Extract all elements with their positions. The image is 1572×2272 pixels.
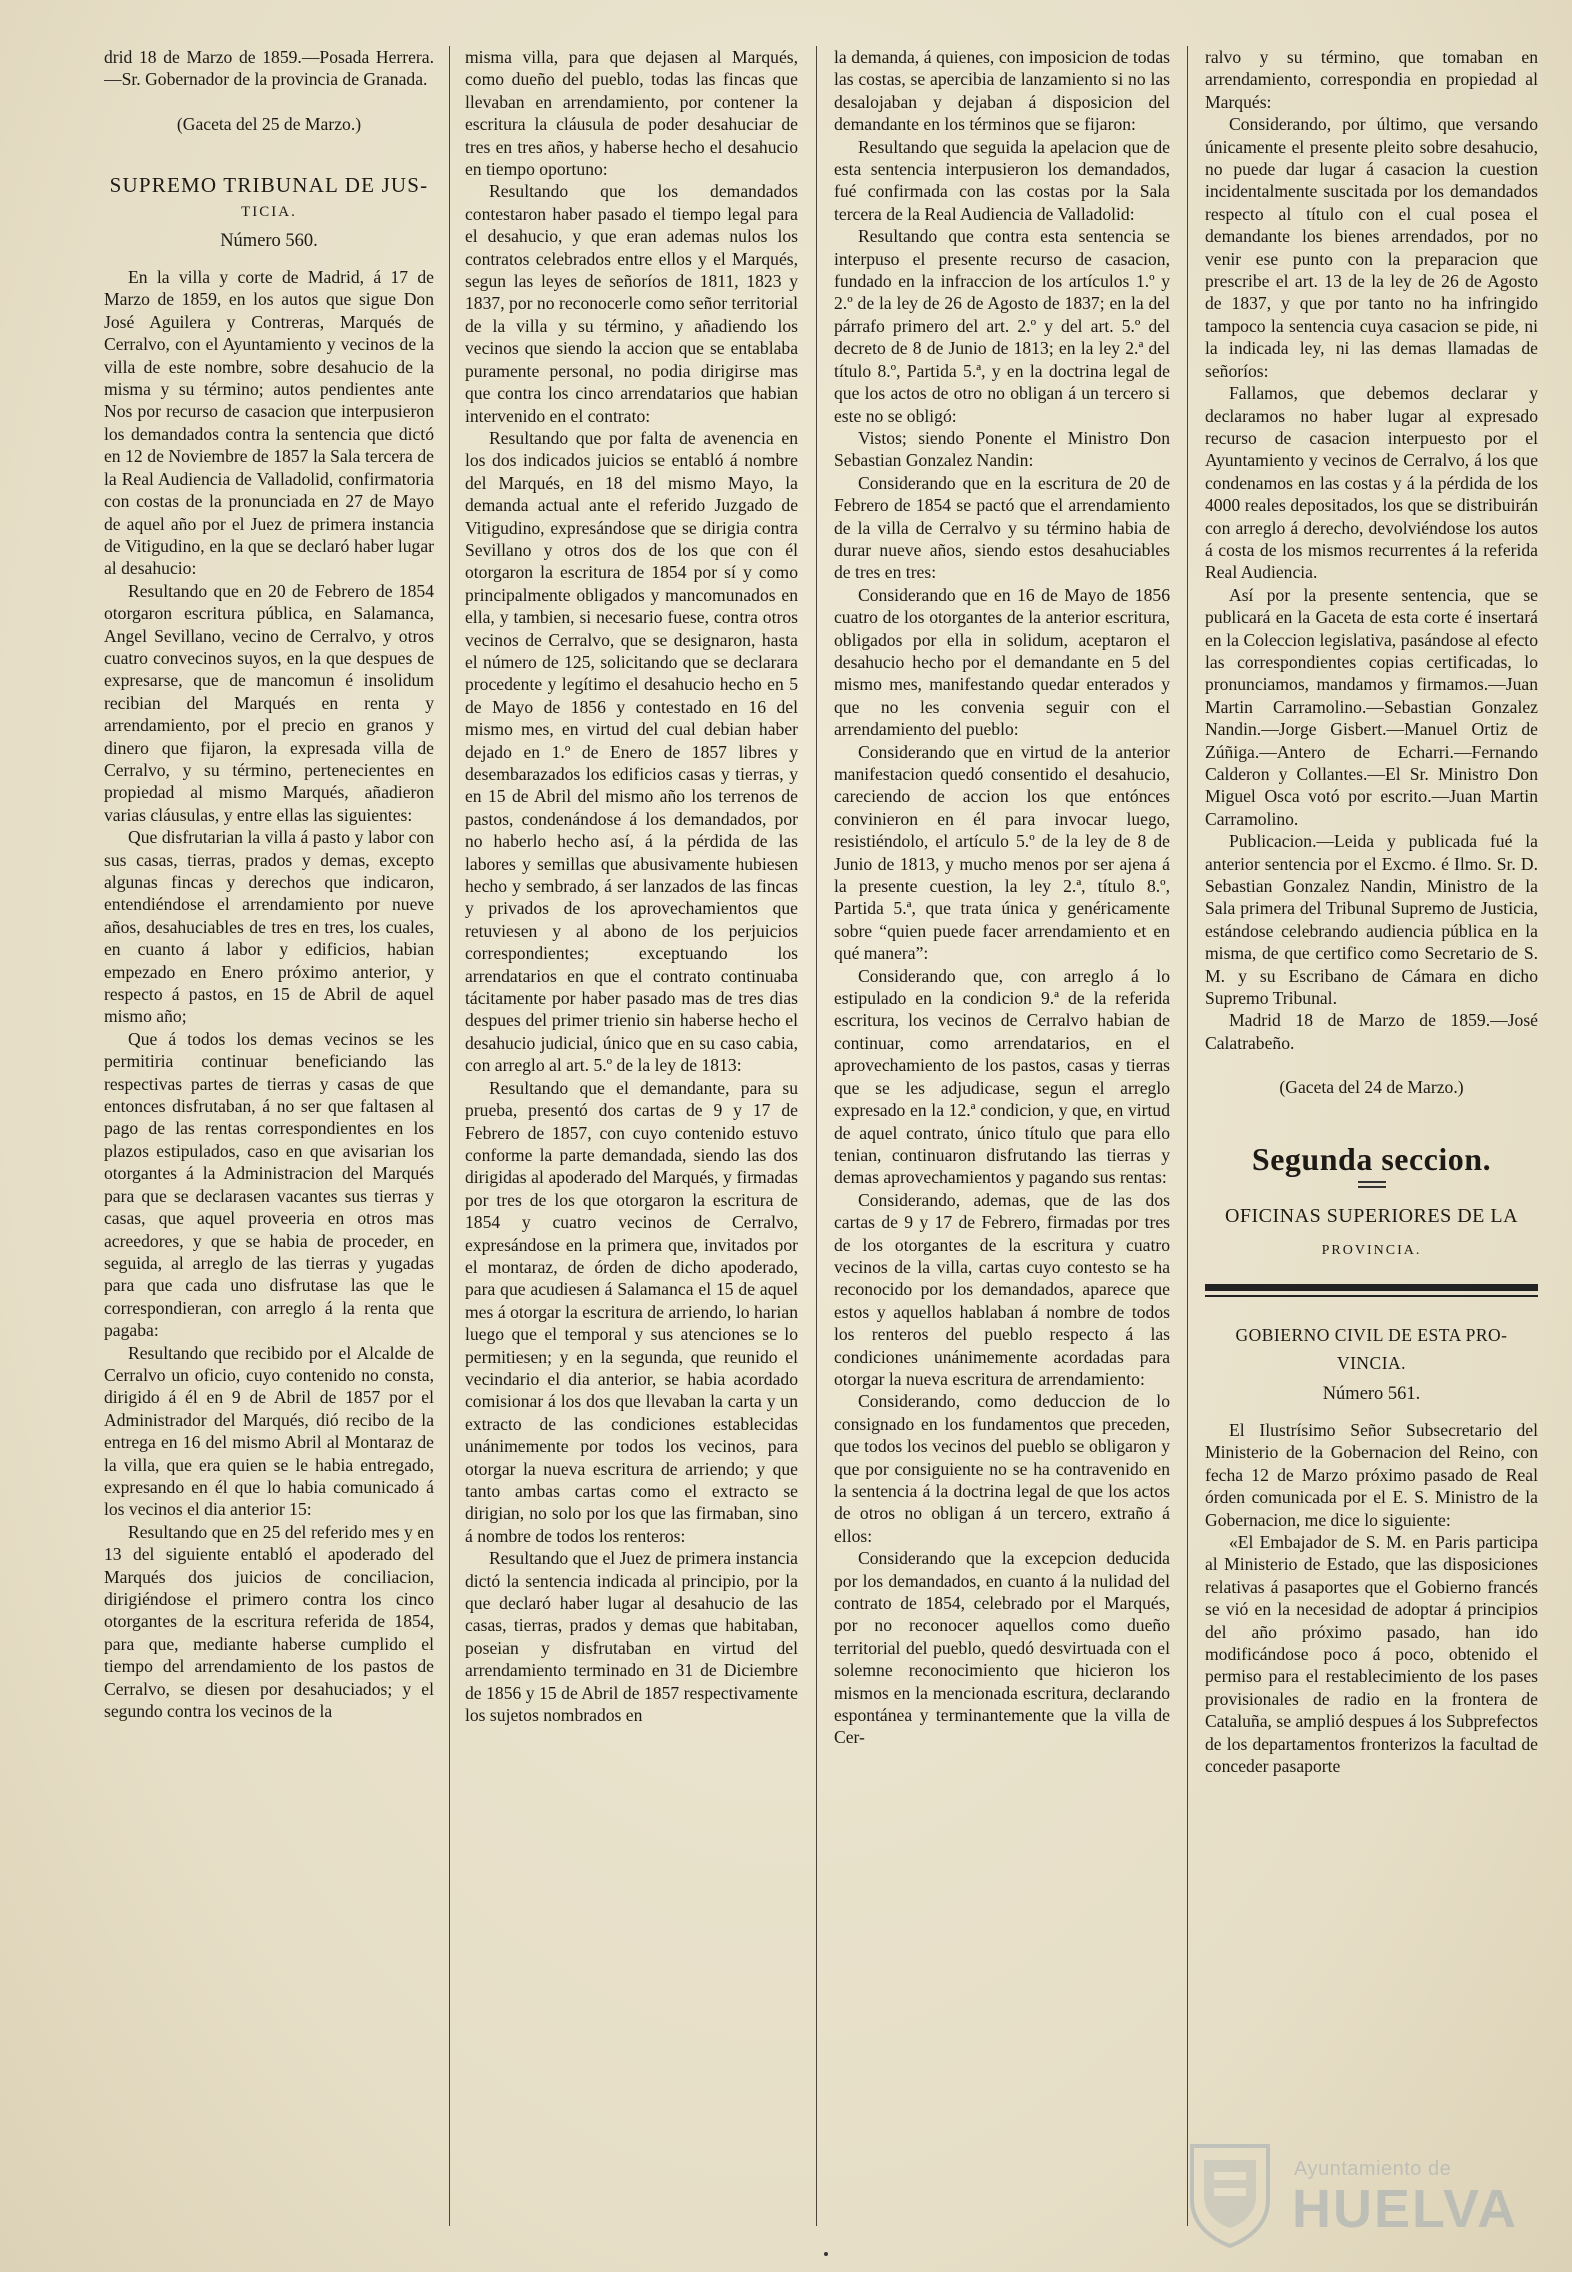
column-3: [834, 46, 1170, 2236]
paragraph: Madrid 18 de Marzo de 1859.—José Calatrabeño.: [1205, 1010, 1538, 1053]
column-divider: [816, 46, 817, 2226]
column-divider: [1187, 46, 1188, 2226]
paragraph: drid 18 de Marzo de 1859.—Posada Herrera.—Sr. Gobernador de la provincia de Granada.: [104, 47, 434, 90]
column-4: [1205, 46, 1538, 2236]
paragraph: Publicacion.—Leida y publicada fué la anterior sentencia por el Excmo. é Ilmo. Sr. D. Sebastian Gonzalez Nandin, Ministro de la Sala primera del Tribunal Supremo de Justicia, estándose celebrando audiencia pública en la misma, de que certifico como Secretario de S. M. y su Escribano de Cámara en dicho Supremo Tribunal.: [1205, 831, 1538, 1009]
paragraph: ralvo y su término, que tomaban en arrendamiento, correspondia en propiedad al Marqués:: [1205, 47, 1538, 112]
paragraph: Considerando, por último, que versando únicamente el presente pleito sobre desahucio, no puede dar lugar á casacion la cuestion incidentalmente suscitada por los demandados respecto al título con el cual posea el demandante los bienes arrendados, por no venir ese punto con la preparacion que prescribe el art. 13 de la ley de 26 de Agosto de 1837, y que por tanto no ha infringido tampoco la sentencia cuya casacion se pide, ni la indicada ley, ni las demas llamadas de señoríos:: [1205, 114, 1538, 381]
separator-bar: [1205, 1284, 1538, 1291]
paragraph: Que á todos los demas vecinos se les permitiria continuar beneficiando las respectivas partes de tierras y casas de que entonces disfrutaban, á no ser que faltasen al pago de las rentas correspondientes en los plazos estipulados, caso en que avisarian los otorgantes á la Administracion del Marqués para que se declarasen vacantes sus tierras y casas, que aquel proveeria en otros mas acreedores, y que se habia de proceder, en seguida, al arreglo de las tierras y yugadas para que cada uno disfrutase las que le correspondieran, con arreglo á la renta que pagaba:: [104, 1028, 434, 1341]
paragraph: «El Embajador de S. M. en Paris participa al Ministerio de Estado, que las disposiciones relativas á pasaportes que el Gobierno francés se vió en la necesidad de adoptar á principios del año próximo pasado, han ido modificándose poco á poco, obtenido el permiso para el restablecimiento de los pases provisionales de radio en la frontera de Cataluña, se amplió despues á los Subprefectos de los departamentos fronterizos la facultad de conceder pasaporte: [1205, 1532, 1538, 1777]
column-divider: [449, 46, 450, 2226]
item-number: Número 560.: [220, 230, 318, 251]
paragraph: misma villa, para que dejasen al Marqués, como dueño del pueblo, todas las fincas que llevaban en arrendamiento, por contener la escritura la cláusula de poder desahuciar de tres en tres años, y haberse hecho el desahucio en tiempo oportuno:: [465, 47, 798, 180]
paragraph: El Ilustrísimo Señor Subsecretario del Ministerio de la Gobernacion del Reino, con fecha 12 de Marzo próximo pasado de Real órden comunicada por el E. S. Ministro de la Gobernacion, me dice lo siguiente:: [1205, 1420, 1538, 1530]
paragraph: En la villa y corte de Madrid, á 17 de Marzo de 1859, en los autos que sigue Don José Aguilera y Contreras, Marqués de Cerralvo, con el Ayuntamiento y vecinos de la villa de este nombre, sobre desahucio de la misma y su término; autos pendientes ante Nos por recurso de casacion que interpusieron los demandados contra la sentencia que dictó en 12 de Noviembre de 1857 la Sala tercera de la Real Audiencia de Valladolid, confirmatoria con costas de la pronunciada en 27 de Mayo de aquel año por el Juez de primera instancia de Vitigudino, en la que se declaró haber lugar al desahucio:: [104, 267, 434, 579]
paragraph: Resultando que el demandante, para su prueba, presentó dos cartas de 9 y 17 de Febrero de 1857, con cuyo contenido estuvo conforme la parte demandada, siendo las dos dirigidas al apoderado del Marqués, y firmadas por tres de los que otorgaron la escritura de 1854 y cuatro vecinos de Cerralvo, expresándose en la primera que, invitados por el montaraz, de órden de dicho apoderado, para que acudiesen á Salamanca el 15 de aquel mes á otorgar la escritura de arriendo, lo harian luego que el temporal y sus atenciones se lo permitiesen; y en la segunda, que reunido el vecindario el dia anterior, se habia acordado comisionar á los dos que llevaban la carta y un extracto de las condiciones establecidas unánimemente por todos los vecinos, para otorgar la nueva escritura de arriendo; y que tanto ambas cartas como el extracto se dirigian, no solo por los que las firmaban, sino á nombre de todos los renteros:: [465, 1077, 798, 1546]
archive-watermark: [1174, 2118, 1518, 2258]
paragraph: Considerando que, con arreglo á lo estipulado en la condicion 9.ª de la referida escritura, los vecinos de Cerralvo habian de continuar, como arrendatarios, en el aprovechamiento de los pastos, casas y tierras que se les adjudicase, segun el arreglo expresado en la 12.ª condicion, y que, en virtud de aquel contrato, único título que para ello tenian, continuaron disfrutando las tierras y demas aprovechamientos y pagando sus rentas:: [834, 965, 1170, 1188]
paragraph: Resultando que los demandados contestaron haber pasado el tiempo legal para el desahucio, y que eran ademas nulos los contratos celebrados entre ellos y el Marqués, segun las leyes de señoríos de 1811, 1823 y 1837, por no reconocerle como señor territorial de la villa y su término, y añadiendo los vecinos que siendo la accion que se entablaba puramente personal, no podia dirigirse mas que contra los cinco arrendatarios que habian intervenido en el contrato:: [465, 181, 798, 426]
government-heading-cont: VINCIA.: [1336, 1352, 1407, 1373]
paragraph: Fallamos, que debemos declarar y declaramos no haber lugar al expresado recurso de casacion interpuesto por el Ayuntamiento y vecinos de Cerralvo, á los que condenamos en las costas y á la pérdida de los 4000 reales depositados, los que se distribuirán con arreglo á derecho, devolviéndose los autos á costa de los mismos recurrentes á la referida Real Audiencia.: [1205, 383, 1538, 583]
double-rule: [1358, 1181, 1386, 1188]
paragraph: Considerando que en virtud de la anterior manifestacion quedó consentido el desahucio, careciendo de accion los que entónces convinieron en él para invocar luego, resistiéndolo, el artículo 5.º de la ley de 8 de Junio de 1813, y mucho menos por ser ajena á la presente cuestion, la ley 2.ª, título 8.º, Partida 5.ª, que trata única y genéricamente sobre “quien puede facer arrendamiento et en qué manera”:: [834, 741, 1170, 964]
watermark-line1: Ayuntamiento de: [1294, 2158, 1452, 2180]
paragraph: Que disfrutarian la villa á pasto y labor con sus casas, tierras, prados y demas, excepto algunas fincas y derechos que indicaron, entendiéndose el arrendamiento por nueve años, desahuciables de tres en tres, los cuales, en cuanto á labor y edificios, habian empezado en Enero próximo anterior, y respecto á pastos, en 15 de Abril de aquel mismo año;: [104, 827, 434, 1027]
section-heading-cont: TICIA.: [241, 204, 297, 221]
paragraph: Considerando, como deduccion de lo consignado en los fundamentos que preceden, que todos los vecinos del pueblo se obligaron y que por consiguiente no se ha contravenido en la sentencia á la doctrina legal de que los actos de otros no obligan á un tercero, extraño á ellos:: [834, 1391, 1170, 1546]
section-heading: SUPREMO TRIBUNAL DE JUS-: [109, 173, 429, 198]
section-title: Segunda seccion.: [1251, 1140, 1492, 1177]
paragraph: Resultando que en 25 del referido mes y en 13 del siguiente entabló el apoderado del Marqués dos juicios de conciliacion, dirigiéndose el primero contra los cinco otorgantes de la escritura referida de 1854, para que, mediante haberse cumplido el tiempo del arrendamiento de los pastos de Cerralvo, se diesen por desahuciados; y el segundo contra los vecinos de la: [104, 1521, 434, 1722]
column-1: [104, 46, 434, 2236]
paragraph: Resultando que contra esta sentencia se interpuso el presente recurso de casacion, fundado en la infraccion de los artículos 1.º y 2.º de la ley de 26 de Agosto de 1837; en la del párrafo primero del art. 2.º y del art. 5.º del decreto de 8 de Junio de 1813; en la ley 2.ª del título 8.º, Partida 5.ª, y en la doctrina legal de que los actos de otro no obligan á un tercero si este no se obligó:: [834, 226, 1170, 426]
item-number: Número 561.: [1322, 1383, 1421, 1404]
paragraph: Resultando que seguida la apelacion que de esta sentencia interpusieron los demandados, fué confirmada con las costas por la Sala tercera de la Real Audiencia de Valladolid:: [834, 136, 1170, 224]
watermark-line2: HUELVA: [1292, 2179, 1518, 2239]
paragraph: Considerando que en 16 de Mayo de 1856 cuatro de los otorgantes de la anterior escritura, obligados por ella in solidum, aceptaron el desahucio hecho por el demandante en 5 del mismo mes, manifestando quedar enterados y que no les convenia seguir con el arrendamiento del pueblo:: [834, 584, 1170, 740]
coat-of-arms-icon: [1184, 2138, 1276, 2250]
gazette-citation: (Gaceta del 24 de Marzo.): [1279, 1077, 1464, 1098]
gazette-citation: (Gaceta del 25 de Marzo.): [176, 113, 362, 134]
offices-heading: OFICINAS SUPERIORES DE LA: [1224, 1204, 1519, 1227]
paragraph: Considerando, ademas, que de las dos cartas de 9 y 17 de Febrero, firmadas por tres de los otorgantes de la escritura y cuatro vecinos de la villa, cartas cuyo contesto se ha reconocido por los demandados, aparece que estos y aquellos hablaban á nombre de todos los renteros del pueblo respecto á las condiciones unánimemente acordadas para otorgar la nueva escritura de arrendamiento:: [834, 1189, 1170, 1389]
paragraph: Considerando que en la escritura de 20 de Febrero de 1854 se pactó que el arrendamiento de la villa de Cerralvo y su término habia de durar nueve años, siendo estos desahuciables de tres en tres:: [834, 472, 1170, 583]
paragraph: Considerando que la excepcion deducida por los demandados, en cuanto á la nulidad del contrato de 1854, celebrado por el Marqués, por no reconocer aquellos como dueño territorial del pueblo, quedó desvirtuada con el solemne reconocimiento que hicieron los mismos en la mencionada escritura, declarando espontánea y terminantemente que la villa de Cer-: [834, 1548, 1170, 1748]
paragraph: Resultando que por falta de avenencia en los dos indicados juicios se entabló á nombre del Marqués, en 18 del mismo Mayo, la demanda actual ante el referido Juzgado de Vitigudino, expresándose que se dirigia contra Sevillano y otros dos de los que con él otorgaron la escritura de 1854 por sí y como principalmente obligados y mancomunados en ella, y tambien, si necesario fuese, contra otros vecinos de Cerralvo, que se designaron, hasta el número de 125, solicitando que se declarara procedente y legítimo el desahucio hecho en 5 de Mayo de 1856 y contestado en 16 del mismo mes, en virtud del cual debian haber dejado en 1.º de Enero de 1857 libres y desembarazados los edificios casas y tierras, y en 15 de Abril del mismo año los terrenos de pastos, condenándose á los demandados, por no haberlo hecho así, á la pérdida de las labores y semillas que abusivamente hubiesen hecho y sembrado, á ser lanzados de las fincas y privados de los aprovechamientos que retuviesen y al abono de los perjuicios correspondientes; exceptuando los arrendatarios en que el contrato continuaba tácitamente por haber pasado mas de tres dias despues del primer trienio sin haberse hecho el desahucio judicial, único que en su caso cabia, con arreglo al art. 5.º de la ley de 1813:: [465, 427, 798, 1076]
separator-line: [1205, 1295, 1538, 1297]
paragraph: Así por la presente sentencia, que se publicará en la Gaceta de esta corte é insertará en la Coleccion legislativa, pasándose al efecto las correspondientes copias certificadas, lo pronunciamos, mandamos y firmamos.—Juan Martin Carramolino.—Sebastian Gonzalez Nandin.—Jorge Gisbert.—Manuel Ortiz de Zúñiga.—Antero de Echarri.—Fernando Calderon y Collantes.—El Sr. Ministro Don Miguel Osca votó por escrito.—Juan Martin Carramolino.: [1205, 584, 1538, 829]
paragraph: Resultando que en 20 de Febrero de 1854 otorgaron escritura pública, en Salamanca, Angel Sevillano, vecino de Cerralvo, y otros cuatro convecinos suyos, en la que despues de expresarse, que de mancomun é insolidum recibian del Marqués en renta y arrendamiento, por el precio en granos y dinero que fijaron, la expresada villa de Cerralvo, y su término, pertenecientes en propiedad al mismo Marqués, añadieron varias cláusulas, y entre ellas las siguientes:: [104, 580, 434, 825]
paragraph: Resultando que el Juez de primera instancia dictó la sentencia indicada al principio, por la que declaró haber lugar al desahucio de las casas, tierras, prados y demas que habitaban, poseian y disfrutaban en virtud del arrendamiento terminado en 31 de Diciembre de 1856 y 15 de Abril de 1857 respectivamente los sujetos nombrados en: [465, 1548, 798, 1726]
ink-speck: [824, 2252, 828, 2256]
government-heading: GOBIERNO CIVIL DE ESTA PRO-: [1235, 1324, 1508, 1345]
paragraph: la demanda, á quienes, con imposicion de todas las costas, se apercibia de lanzamiento si no las desalojaban y dejaban á disposicion del demandante en los términos que se fijaron:: [834, 47, 1170, 135]
column-2: [465, 46, 798, 2236]
offices-subheading: PROVINCIA.: [1321, 1242, 1422, 1258]
paragraph: Vistos; siendo Ponente el Ministro Don Sebastian Gonzalez Nandin:: [834, 427, 1170, 471]
paragraph: Resultando que recibido por el Alcalde de Cerralvo un oficio, cuyo contenido no consta, dirigido á él en 9 de Abril de 1857 por el Administrador del Marqués, dió recibo de la entrega en 16 del mismo Abril al Montaraz de la villa, que era quien se le habia entregado, expresando en él que lo habia comunicado á los vecinos el dia anterior 15:: [104, 1342, 434, 1520]
